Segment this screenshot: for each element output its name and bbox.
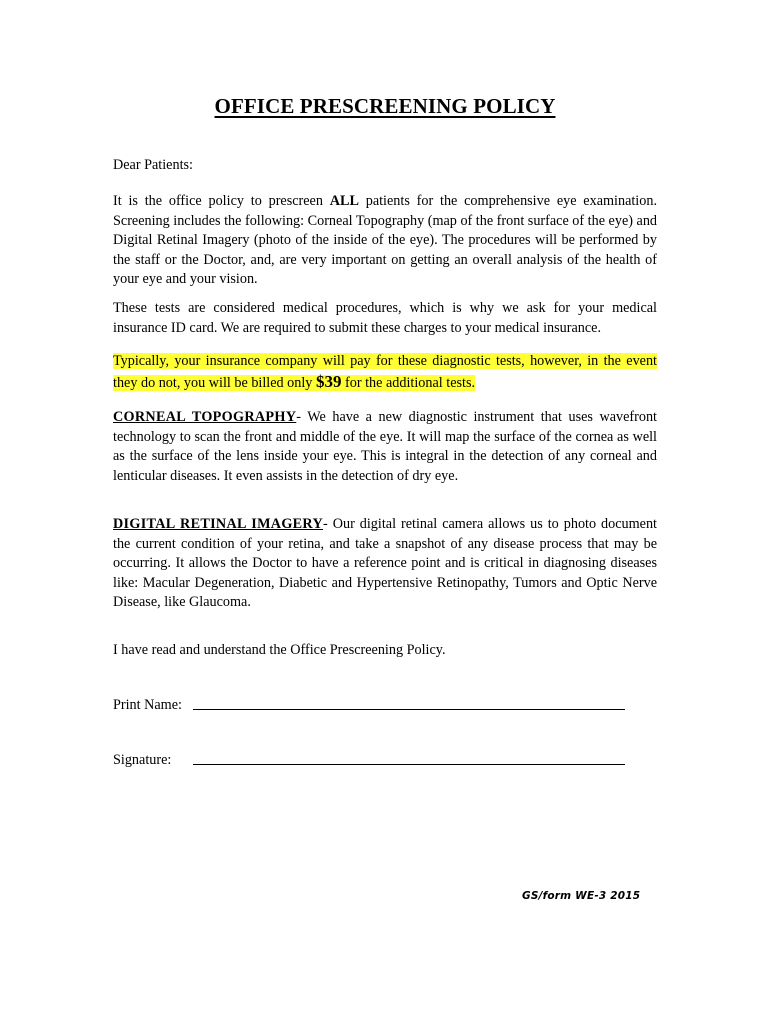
corneal-topography-term: CORNEAL TOPOGRAPHY <box>113 409 297 425</box>
retinal-imagery-term: DIGITAL RETINAL IMAGERY <box>113 516 324 532</box>
corneal-topography-paragraph <box>113 408 657 486</box>
policy-text-start: It is the office policy to prescreen <box>113 193 330 209</box>
billing-highlight <box>113 353 657 391</box>
retinal-imagery-text: - Our digital retinal camera allows us to photo document the current condition of your retina, and take a snapshot of any disease process that may be occurring. It allows the Doctor to have a reference point and is critical in diagnosing diseases like: Macular Degeneration, Diabetic and Hypertensive Retinopathy, Tumors and Optic Nerve Disease, like Glaucoma. <box>113 516 657 610</box>
form-identifier: GS/form WE-3 2015 <box>522 890 641 902</box>
print-name-label: Print Name: <box>113 697 182 713</box>
policy-paragraph <box>113 192 657 290</box>
page-title: OFFICE PRESCREENING POLICY <box>214 94 556 118</box>
print-name-field <box>113 694 633 714</box>
policy-text-rest: patients for the comprehensive eye examination. Screening includes the following: Corneal Topography (map of the front surface of the eye) and Digital Retinal Imagery (photo of the inside of the eye). The procedures will be performed by the staff or the Doctor, and, are very important on getting an overall analysis of the health of your eye and your vision. <box>113 193 658 287</box>
price-amount: $39 <box>315 371 342 391</box>
insurance-paragraph: These tests are considered medical procedures, which is why we ask for your medical insurance ID card. We are required to submit these charges to your medical insurance. <box>113 300 657 336</box>
signature-field <box>113 749 633 769</box>
salutation: Dear Patients: <box>113 157 193 173</box>
print-name-line[interactable] <box>193 709 625 710</box>
acknowledgement-statement: I have read and understand the Office Prescreening Policy. <box>113 642 446 658</box>
signature-line[interactable] <box>193 764 625 765</box>
billing-paragraph <box>113 352 657 393</box>
billing-text-end: for the additional tests. <box>341 374 476 391</box>
billing-text-start: Typically, your insurance company will pay for these diagnostic tests, however, in the event they do not, you will be billed only <box>113 353 657 391</box>
retinal-imagery-paragraph <box>113 515 657 613</box>
corneal-topography-text: - We have a new diagnostic instrument that uses wavefront technology to scan the front and middle of the eye. It will map the surface of the cornea as well as the surface of the lens inside your eye. This is integral in the detection of any corneal and lenticular diseases. It even assists in the detection of dry eye. <box>113 409 657 484</box>
emphasis-all: ALL <box>329 193 359 209</box>
signature-label: Signature: <box>113 752 172 768</box>
